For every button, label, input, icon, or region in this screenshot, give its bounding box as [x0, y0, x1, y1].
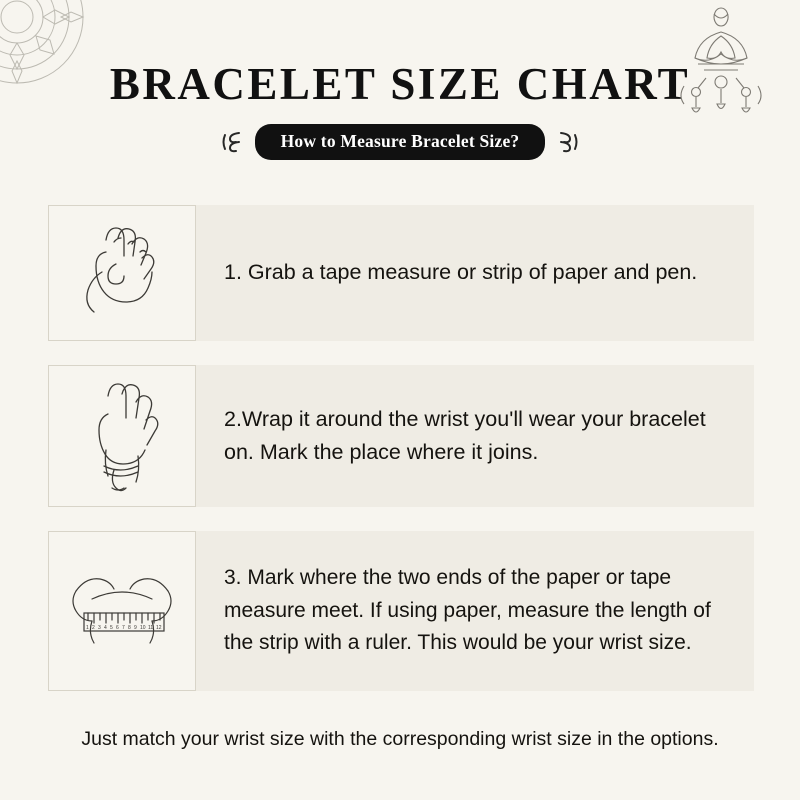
step-1-text: 1. Grab a tape measure or strip of paper and pen. [224, 260, 698, 285]
steps-list [48, 205, 754, 715]
svg-text:5: 5 [110, 625, 113, 631]
fist-with-tape-measure-illustration [62, 214, 182, 332]
svg-text:10: 10 [140, 625, 146, 631]
step-2-text: 2.Wrap it around the wrist you'll wear your bracelet on. Mark the place where it joins. [224, 406, 706, 464]
svg-text:12: 12 [156, 625, 162, 631]
svg-text:6: 6 [116, 625, 119, 631]
svg-text:3: 3 [98, 625, 101, 631]
svg-text:11: 11 [148, 625, 154, 631]
hands-measuring-strip-with-ruler-illustration [56, 551, 188, 671]
svg-text:7: 7 [122, 625, 125, 631]
swirl-ornament-left [219, 129, 245, 155]
svg-text:9: 9 [134, 625, 137, 631]
step-3-text: 3. Mark where the two ends of the paper or tape measure meet. If using paper, measure the length of the strip with a ruler. This would be your wrist size. [224, 566, 711, 655]
page-title: BRACELET SIZE CHART [109, 59, 691, 109]
svg-text:2: 2 [92, 625, 95, 631]
svg-text:1: 1 [86, 625, 89, 631]
swirl-ornament-right [555, 129, 581, 155]
list-item [48, 531, 754, 691]
step-3-thumbnail [48, 531, 196, 691]
subtitle-row [0, 124, 800, 160]
step-2-thumbnail [48, 365, 196, 507]
svg-text:4: 4 [104, 625, 107, 631]
footer-note: Just match your wrist size with the corresponding wrist size in the options. [81, 728, 719, 750]
svg-text:8: 8 [128, 625, 131, 631]
list-item [48, 365, 754, 507]
measure-subtitle-pill: How to Measure Bracelet Size? [255, 124, 546, 160]
list-item [48, 205, 754, 341]
hand-wrapping-tape-around-wrist-illustration [62, 374, 182, 498]
step-1-thumbnail [48, 205, 196, 341]
